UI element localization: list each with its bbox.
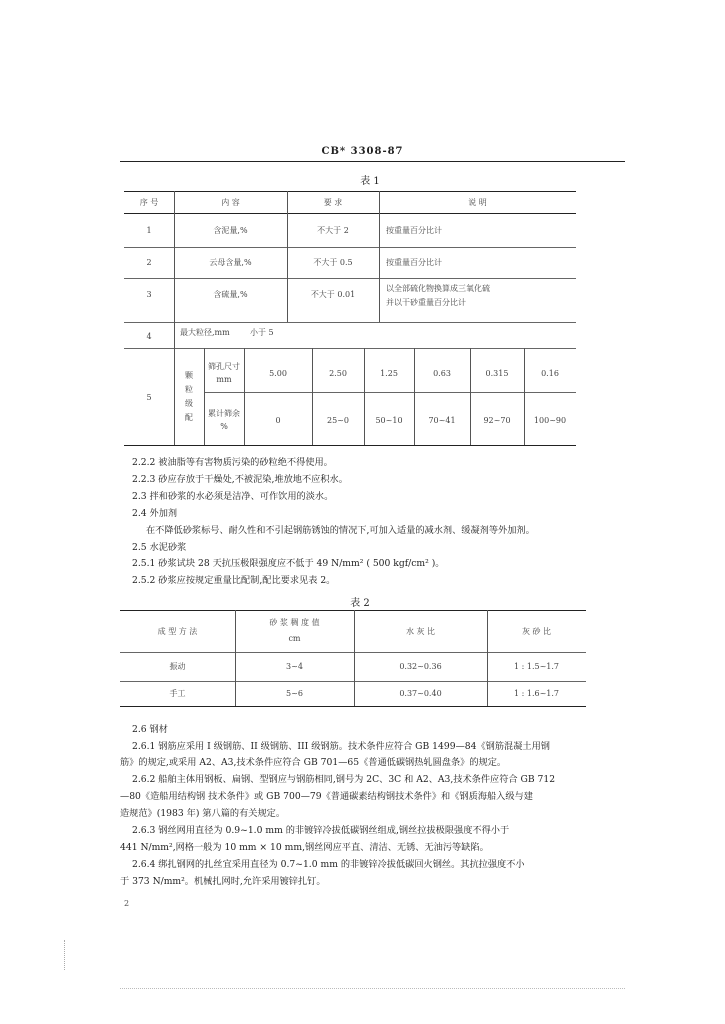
t1-sieve-size: 2.50 <box>329 369 347 378</box>
t2-header-method: 成 型 方 法 <box>157 627 198 636</box>
para-2-4-body: 在不降低砂浆标号、耐久性和不引起钢筋锈蚀的情况下,可加入适量的减水剂、缓凝剂等外加剂。 <box>146 525 535 536</box>
para-2-6-2-line1: 2.6.2 船舶主体用钢板、扁钢、型钢应与钢筋相同,钢号为 2C、3C 和 A2、A3,技术条件应符合 GB 712 <box>132 774 556 785</box>
t1-residue: 92~70 <box>483 416 511 425</box>
t1-residue: 25~0 <box>327 416 349 425</box>
page-number: 2 <box>124 899 130 908</box>
para-2-6-1-line2: 筋》的规定,或采用 A2、A3,技术条件应符合 GB 701—65《普通低碳钢热轧圆盘条》的规定。 <box>120 757 507 768</box>
t1-row2-no: 2 <box>146 258 152 267</box>
t1-row2-req: 不大于 0.5 <box>313 258 353 267</box>
t1-row1-req: 不大于 2 <box>317 226 349 235</box>
para-2-2-2: 2.2.2 被油脂等有害物质污染的砂粒绝不得使用。 <box>132 457 333 468</box>
para-2-6-2-line2: —80《造船用结构钢 技术条件》或 GB 700—79《普通碳素结构钢技术条件》和《钢质海船入级与建 <box>120 791 533 802</box>
t1-row1-no: 1 <box>146 226 152 235</box>
t1-pass-label-1: 累计筛余 <box>208 409 240 418</box>
t2-row1-method: 振动 <box>169 662 186 671</box>
t2-row1-cs: 1 : 1.5~1.7 <box>513 662 560 671</box>
t1-row5-group-1: 颗 <box>185 371 193 380</box>
t1-residue: 100~90 <box>533 416 567 425</box>
heading-2-6: 2.6 钢材 <box>132 724 168 735</box>
t1-residue: 0 <box>275 416 281 425</box>
t1-row2-content: 云母含量,% <box>209 258 252 267</box>
t1-header-note: 说 明 <box>468 198 487 207</box>
heading-2-4: 2.4 外加剂 <box>132 508 178 519</box>
t2-row2-wc: 0.37~0.40 <box>399 689 442 698</box>
t1-pass-label-2: % <box>220 422 228 431</box>
t1-residue: 70~41 <box>428 416 456 425</box>
para-2-2-3: 2.2.3 砂应存放于干燥处,不被泥染,堆放地不应积水。 <box>132 474 348 485</box>
t1-header-requirement: 要 求 <box>323 198 343 207</box>
standard-header: CB* 3308-87 <box>321 146 404 157</box>
t1-row5-group-2: 粒 <box>185 385 193 394</box>
scan-speckle <box>64 940 68 970</box>
t1-row5-group-3: 级 <box>185 399 193 408</box>
para-2-6-4-line2: 于 373 N/mm²。机械扎网时,允许采用镀锌扎钉。 <box>120 876 326 887</box>
t1-sieve-size: 5.00 <box>269 369 287 378</box>
t1-row5-group-4: 配 <box>185 413 193 422</box>
t2-header-cs: 灰 砂 比 <box>521 627 552 636</box>
t1-sieve-size: 0.315 <box>485 369 509 378</box>
t1-sieve-size: 0.16 <box>541 369 559 378</box>
para-2-6-3-line2: 441 N/mm²,网格一般为 10 mm × 10 mm,钢丝网应平直、清洁、无锈、无油污等缺陷。 <box>120 842 489 853</box>
t2-header-consistency-unit: cm <box>288 634 301 643</box>
t2-header-consistency: 砂 浆 稠 度 值 <box>269 618 320 627</box>
t1-row1-content: 含泥量,% <box>213 226 248 235</box>
t1-row4-no: 4 <box>146 332 152 341</box>
table2-caption: 表 2 <box>350 598 370 609</box>
t1-header-no: 序 号 <box>139 198 159 207</box>
para-2-6-2-line3: 造规范》(1983 年) 第八篇的有关规定。 <box>120 808 286 819</box>
t1-sieve-size: 1.25 <box>380 369 398 378</box>
t1-row4-req: 小于 5 <box>250 328 274 337</box>
t2-row1-wc: 0.32~0.36 <box>399 662 442 671</box>
t1-row3-req: 不大于 0.01 <box>310 290 356 299</box>
t1-size-label-1: 筛孔尺寸 <box>208 362 240 371</box>
t1-row4-content: 最大粒径,mm <box>180 328 230 337</box>
t2-row2-method: 手工 <box>169 689 186 698</box>
t1-row2-note: 按重量百分比计 <box>386 258 442 267</box>
t1-row3-content: 含硫量,% <box>213 290 248 299</box>
para-2-6-1-line1: 2.6.1 钢筋应采用 I 级钢筋、II 级钢筋、III 级钢筋。技术条件应符合 GB 1499—84《钢筋混凝土用钢 <box>132 741 550 752</box>
para-2-5-1: 2.5.1 砂浆试块 28 天抗压极限强度应不低于 49 N/mm² ( 500 kgf/cm² )。 <box>132 558 445 569</box>
heading-2-5: 2.5 水泥砂浆 <box>132 542 187 553</box>
t1-row3-no: 3 <box>146 290 152 299</box>
t1-row1-note: 按重量百分比计 <box>386 226 442 235</box>
t1-residue: 50~10 <box>375 416 403 425</box>
t2-row2-cs: 1 : 1.6~1.7 <box>513 689 560 698</box>
para-2-6-4-line1: 2.6.4 绑扎钢网的扎丝宜采用直径为 0.7~1.0 mm 的非镀锌冷拔低碳回火钢丝。其抗拉强度不小 <box>132 859 525 870</box>
t1-sieve-size: 0.63 <box>433 369 451 378</box>
t2-row2-consistency: 5~6 <box>286 689 303 698</box>
t1-row5-no: 5 <box>146 393 152 402</box>
t2-header-wc: 水 灰 比 <box>405 627 436 636</box>
para-2-3: 2.3 拌和砂浆的水必须是洁净、可作饮用的淡水。 <box>132 491 334 502</box>
para-2-5-2: 2.5.2 砂浆应按规定重量比配制,配比要求见表 2。 <box>132 575 336 586</box>
t1-header-content: 内 容 <box>221 198 240 207</box>
t2-row1-consistency: 3~4 <box>286 662 303 671</box>
para-2-6-3-line1: 2.6.3 钢丝网用直径为 0.9~1.0 mm 的非镀锌冷拔低碳钢丝组成,钢丝拉拔极限强度不得小于 <box>132 825 510 836</box>
t1-row3-note-line1: 以全部硫化物换算成三氧化硫 <box>386 284 490 293</box>
t1-row3-note-line2: 并以干砂重量百分比计 <box>386 298 466 307</box>
header-rule <box>120 161 625 162</box>
table1-caption: 表 1 <box>360 176 380 187</box>
t1-size-label-2: mm <box>216 375 232 384</box>
scan-bottom-edge <box>120 988 625 989</box>
